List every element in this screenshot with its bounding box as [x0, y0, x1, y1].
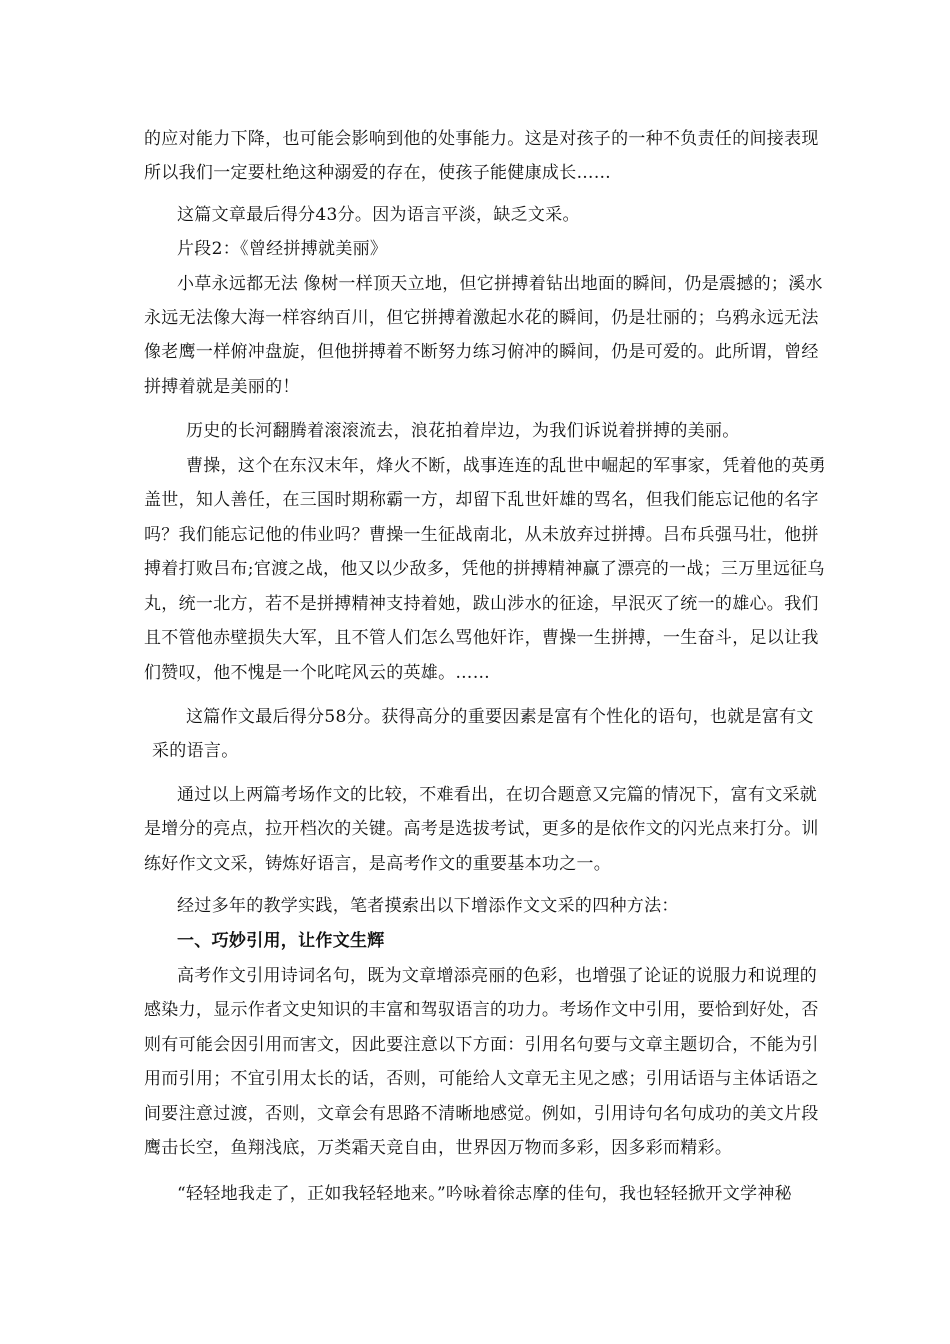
- text-line: 历史的长河翻腾着滚滚流去，浪花拍着岸边，为我们诉说着拼搏的美丽。: [186, 421, 740, 441]
- text-line: 练好作文文采，铸炼好语言，是高考作文的重要基本功之一。: [144, 854, 612, 874]
- section-heading: 一、巧妙引用，让作文生辉: [177, 931, 385, 951]
- text-line: 搏着打败吕布;官渡之战，他又以少敌多，凭他的拼搏精神赢了漂亮的一战；三万里远征乌: [144, 559, 825, 579]
- text-line: 的应对能力下降，也可能会影响到他的处事能力。这是对孩子的一种不负责任的间接表现: [144, 129, 819, 149]
- text-line: 盖世，知人善任，在三国时期称霸一方，却留下乱世奸雄的骂名，但我们能忘记他的名字: [144, 490, 819, 510]
- text-line: 经过多年的教学实践，笔者摸索出以下增添作文文采的四种方法：: [177, 896, 679, 916]
- text-line: 拼搏着就是美丽的！: [144, 377, 300, 397]
- text-line: 这篇作文最后得分58分。获得高分的重要因素是富有个性化的语句，也就是富有文: [186, 707, 814, 727]
- text-line: 吗？我们能忘记他的伟业吗？曹操一生征战南北，从未放弃过拼搏。吕布兵强马壮，他拼: [144, 525, 819, 545]
- text-line: 曹操，这个在东汉末年，烽火不断，战事连连的乱世中崛起的军事家，凭着他的英勇: [186, 456, 827, 476]
- text-line: 小草永远都无法 像树一样顶天立地，但它拼搏着钻出地面的瞬间，仍是震撼的；溪水: [177, 274, 823, 294]
- text-line: 且不管他赤壁损失大军，且不管人们怎么骂他奸诈，曹操一生拼搏，一生奋斗，足以让我: [144, 628, 819, 648]
- text-line: 这篇文章最后得分43分。因为语言平淡，缺乏文采。: [177, 205, 580, 225]
- text-line: 所以我们一定要杜绝这种溺爱的存在，使孩子能健康成长……: [144, 163, 612, 183]
- text-line: 用而引用；不宜引用太长的话，否则，可能给人文章无主见之感；引用话语与主体话语之: [144, 1069, 819, 1089]
- text-line: 们赞叹，他不愧是一个叱咤风云的英雄。……: [144, 663, 490, 683]
- text-line: 高考作文引用诗词名句，既为文章增添亮丽的色彩，也增强了论证的说服力和说理的: [177, 966, 818, 986]
- text-line: 则有可能会因引用而害文，因此要注意以下方面：引用名句要与文章主题切合，不能为引: [144, 1035, 819, 1055]
- text-line: 通过以上两篇考场作文的比较，不难看出，在切合题意又完篇的情况下，富有文采就: [177, 785, 818, 805]
- section-label: 片段2：《曾经拼搏就美丽》: [177, 239, 388, 259]
- text-line: 感染力，显示作者文史知识的丰富和驾驭语言的功力。考场作文中引用，要恰到好处，否: [144, 1000, 819, 1020]
- text-line: 永远无法像大海一样容纳百川，但它拼搏着激起水花的瞬间，仍是壮丽的；乌鸦永远无法: [144, 308, 819, 328]
- text-line: 采的语言。: [152, 741, 239, 761]
- text-line: “轻轻地我走了，正如我轻轻地来。”吟咏着徐志摩的佳句，我也轻轻掀开文学神秘: [177, 1184, 792, 1204]
- text-line: 丸，统一北方，若不是拼搏精神支持着她，跋山涉水的征途，早泯灭了统一的雄心。我们: [144, 594, 819, 614]
- text-line: 鹰击长空，鱼翔浅底，万类霜天竞自由，世界因万物而多彩，因多彩而精彩。: [144, 1138, 733, 1158]
- text-line: 间要注意过渡，否则，文章会有思路不清晰地感觉。例如，引用诗句名句成功的美文片段: [144, 1104, 819, 1124]
- text-line: 是增分的亮点，拉开档次的关键。高考是选拔考试，更多的是依作文的闪光点来打分。训: [144, 819, 819, 839]
- text-line: 像老鹰一样俯冲盘旋，但他拼搏着不断努力练习俯冲的瞬间，仍是可爱的。此所谓，曾经: [144, 342, 819, 362]
